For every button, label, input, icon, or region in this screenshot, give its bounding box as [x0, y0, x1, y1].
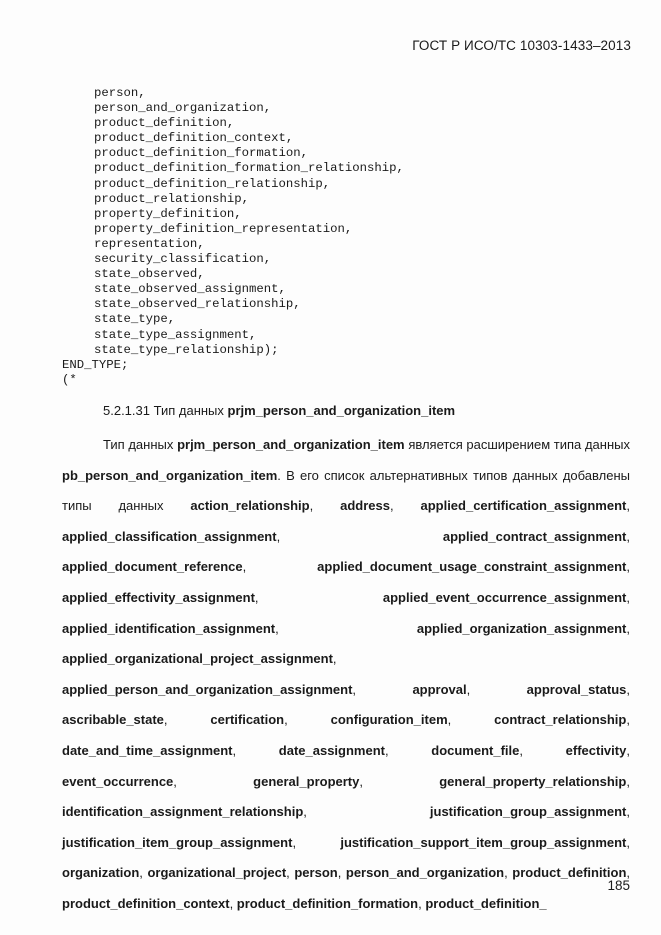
type-name: organizational_project: [147, 865, 287, 881]
para-lead-1: Тип данных: [103, 437, 174, 452]
type-name: certification: [210, 712, 285, 728]
code-line: product_definition_formation,: [94, 146, 309, 161]
type-name: product_definition_formation: [236, 895, 419, 911]
code-line: END_TYPE;: [62, 357, 129, 372]
type-name: ascribable_state: [62, 712, 164, 728]
type-name: product_definition: [512, 865, 627, 881]
type-name: organization: [62, 865, 140, 881]
section-heading: [103, 403, 455, 418]
code-line: person,: [94, 86, 146, 100]
type-name: effectivity: [565, 742, 627, 758]
section-type-name: prjm_person_and_organization_item: [227, 403, 456, 418]
type-list: action_relationship, address, applied_certification_assignment, applied_classification_assignment, applied_contract_assignment, applied_document_reference, applied_document_usage_constraint_assignment, applied_effectivity_assignment, applied_event_occurrence_assignment, applied_identification_assignment, applied_organization_assignment, applied_organizational_project_assignment, applied_person_and_organization_assignment, approval, approval_status, ascribable_state, certification, configuration_item, contract_relationship, date_and_time_assignment, date_assignment, document_file, effectivity, event_occurrence, general_property, general_property_relationship, identification_assignment_relationship, justification_group_assignment, justification_item_group_assignment, justification_support_item_group_assignment, organization, organizational_project, person, person_and_organization, product_definition, product_definition_context, product_definition_formation, product_definition_: [62, 498, 631, 911]
type-name: applied_person_and_organization_assignment: [62, 681, 353, 697]
document-header: ГОСТ Р ИСО/ТС 10303-1433–2013: [412, 38, 631, 53]
type-name: applied_classification_assignment: [62, 528, 277, 544]
code-line: state_observed,: [94, 267, 205, 282]
code-line: (*: [62, 372, 77, 387]
type-name: justification_item_group_assignment: [62, 834, 293, 850]
para-lead-2: является расширением типа данных: [408, 437, 630, 452]
code-line: representation,: [94, 236, 205, 251]
type-name: applied_effectivity_assignment: [62, 589, 255, 605]
code-line: product_definition,: [94, 116, 235, 131]
code-line: property_definition_representation,: [94, 221, 353, 236]
type-name: address: [340, 498, 390, 514]
type-name: general_property: [253, 773, 360, 789]
code-line: product_definition_formation_relationship,: [94, 161, 404, 176]
para-type-name: prjm_person_and_organization_item: [177, 437, 405, 452]
code-line: state_observed_assignment,: [94, 282, 286, 297]
type-name: contract_relationship: [494, 712, 627, 728]
type-name: approval: [412, 681, 467, 697]
type-name: action_relationship: [190, 498, 310, 514]
type-name: person: [294, 865, 338, 881]
section-number: 5.2.1.31 Тип данных: [103, 403, 224, 418]
page-number: 185: [607, 878, 630, 893]
type-name: applied_document_reference: [62, 559, 243, 575]
type-name: approval_status: [526, 681, 627, 697]
code-line: state_type_assignment,: [94, 327, 257, 342]
code-line: property_definition,: [94, 206, 242, 221]
para-base-type: pb_person_and_organization_item: [62, 467, 278, 483]
code-line: security_classification,: [94, 252, 272, 267]
type-name: identification_assignment_relationship: [62, 804, 304, 820]
type-name: applied_document_usage_constraint_assignment: [317, 559, 627, 575]
type-name: person_and_organization: [345, 865, 505, 881]
code-line: state_observed_relationship,: [94, 297, 301, 312]
code-line: state_type_relationship);: [94, 342, 279, 357]
code-line: product_definition_relationship,: [94, 176, 331, 191]
type-name: applied_identification_assignment: [62, 620, 276, 636]
type-name: date_and_time_assignment: [62, 742, 233, 758]
type-name: applied_event_occurrence_assignment: [382, 589, 627, 605]
para-lead-3: . В его список альтернативных типов данных добавлены типы данных: [62, 467, 630, 514]
type-name: general_property_relationship: [439, 773, 627, 789]
type-name: product_definition_context: [62, 895, 230, 911]
code-line: state_type,: [94, 312, 176, 327]
type-name: justification_group_assignment: [429, 804, 627, 820]
code-line: product_definition_context,: [94, 131, 294, 146]
code-line: product_relationship,: [94, 191, 249, 206]
body-paragraph: [62, 430, 630, 920]
type-name: applied_contract_assignment: [442, 528, 627, 544]
code-line: person_and_organization,: [94, 101, 272, 116]
type-name: event_occurrence: [62, 773, 174, 789]
type-name: product_definition_: [425, 895, 547, 911]
type-name: applied_organization_assignment: [416, 620, 627, 636]
express-code-block: [62, 86, 404, 388]
type-name: date_assignment: [278, 742, 385, 758]
type-name: applied_organizational_project_assignment: [62, 651, 333, 667]
type-name: document_file: [431, 742, 520, 758]
type-name: justification_support_item_group_assignment: [340, 834, 627, 850]
type-name: applied_certification_assignment: [420, 498, 627, 514]
type-name: configuration_item: [330, 712, 448, 728]
